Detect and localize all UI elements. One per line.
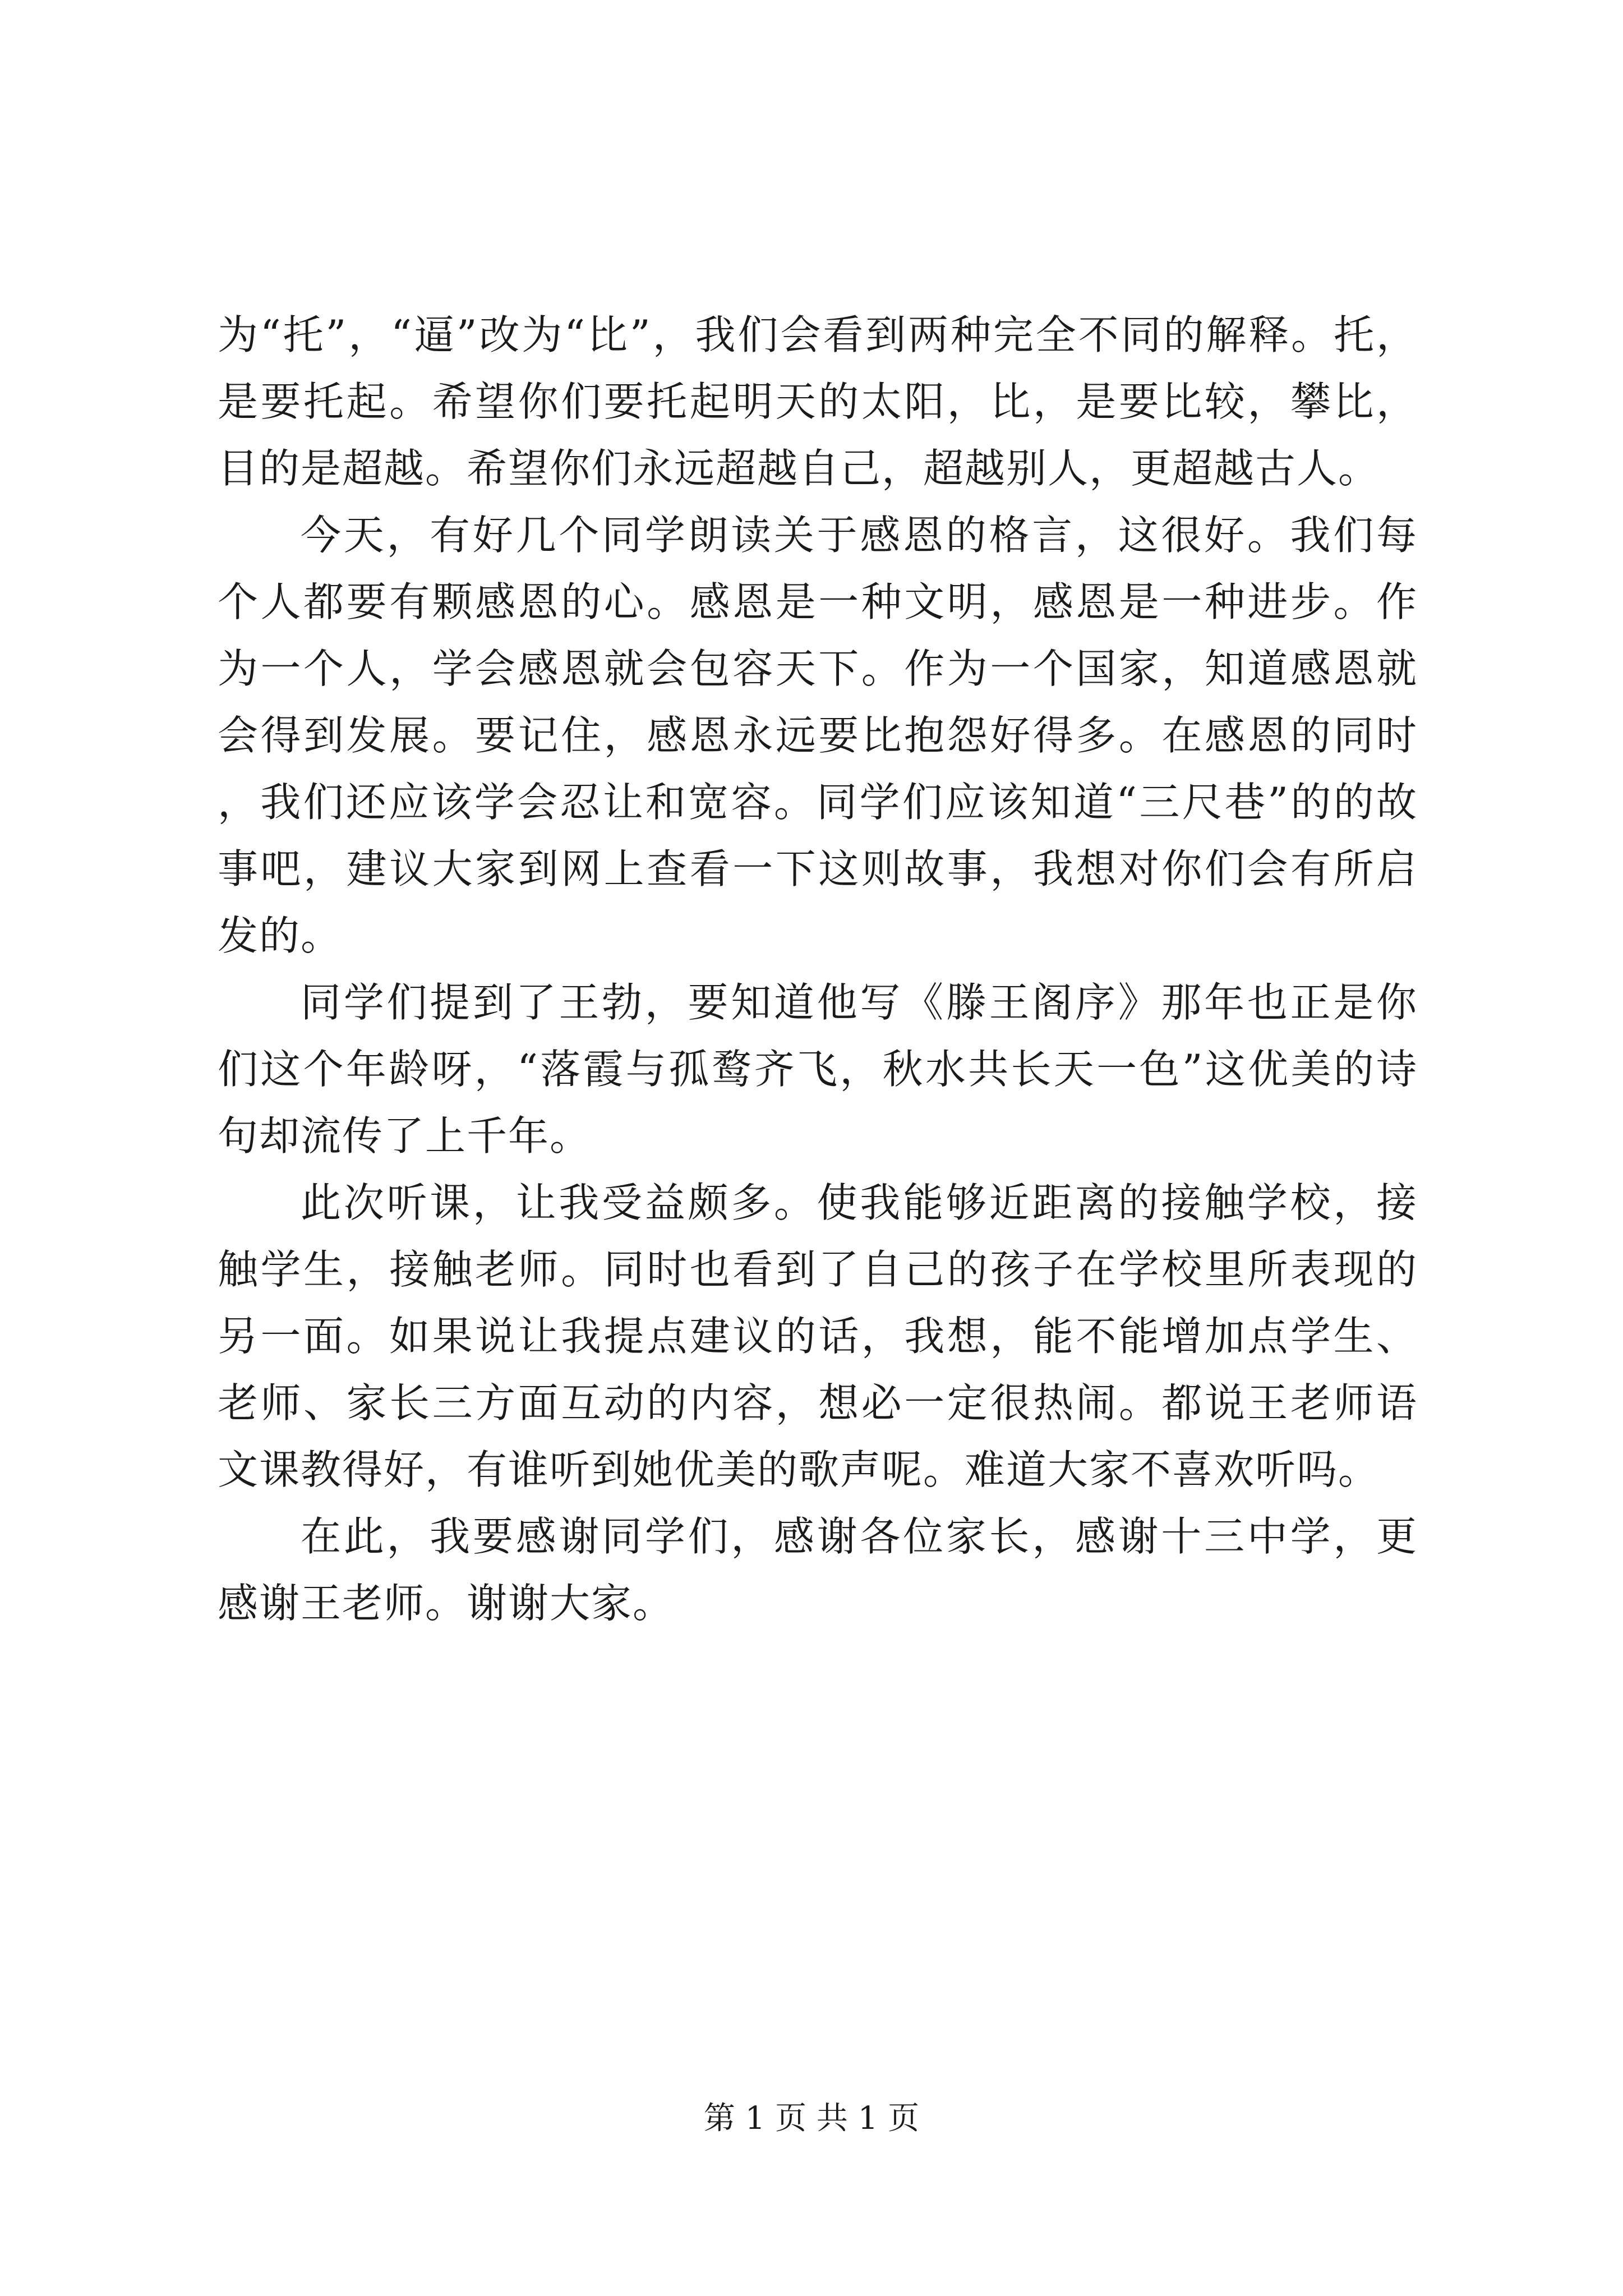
- paragraph-1: 为“托”，“逼”改为“比”，我们会看到两种完全不同的解释。托，是要托起。希望你们要托起明天的太阳，比，是要比较，攀比，目的是超越。希望你们永远超越自己，超越别人，更超越古人。: [218, 311, 1418, 492]
- paragraph-4: 此次听课，让我受益颇多。使我能够近距离的接触学校，接触学生，接触老师。同时也看到了自己的孩子在学校里所表现的另一面。如果说让我提点建议的话，我想，能不能增加点学生、老师、家长三方面互动的内容，想必一定很热闹。都说王老师语文课教得好，有谁听到她优美的歌声呢。难道大家不喜欢听吗。: [218, 1179, 1418, 1493]
- page-number-footer: 第 1 页 共 1 页: [703, 2100, 920, 2137]
- paragraph-2: 今天，有好几个同学朗读关于感恩的格言，这很好。我们每个人都要有颗感恩的心。感恩是一种文明，感恩是一种进步。作为一个人，学会感恩就会包容天下。作为一个国家，知道感恩就会得到发展。要记住，感恩永远要比抱怨好得多。在感恩的同时，我们还应该学会忍让和宽容。同学们应该知道“三尺巷”的的故事吧，建议大家到网上查看一下这则故事，我想对你们会有所启发的。: [218, 512, 1418, 959]
- paragraph-3: 同学们提到了王勃，要知道他写《滕王阁序》那年也正是你们这个年龄呀，“落霞与孤鹜齐飞，秋水共长天一色”这优美的诗句却流传了上千年。: [218, 979, 1418, 1159]
- paragraph-5: 在此，我要感谢同学们，感谢各位家长，感谢十三中学，更感谢王老师。谢谢大家。: [218, 1513, 1418, 1627]
- document-body: [218, 302, 1418, 1637]
